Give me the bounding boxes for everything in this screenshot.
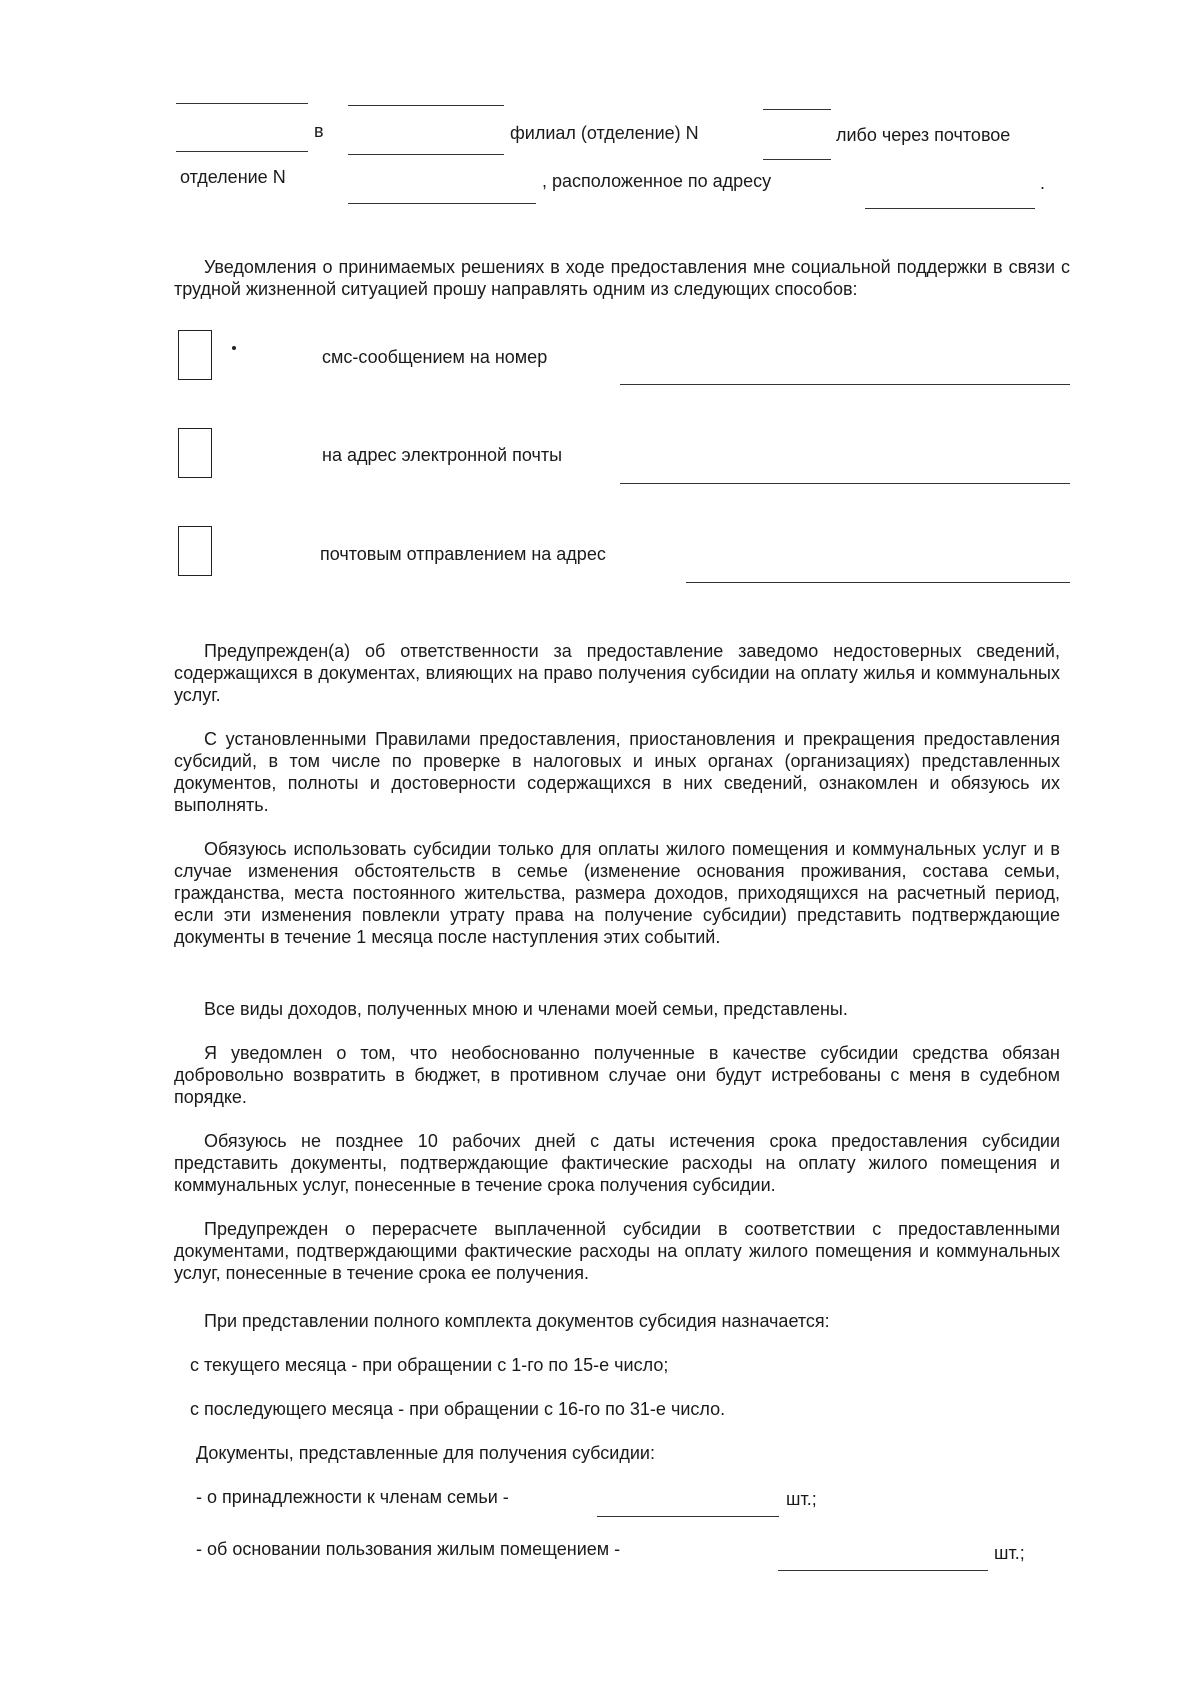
rules-paragraph: С установленными Правилами предоставления, приостановления и прекращения предоставления субсидий, в том числе по проверке в налоговых и иных органах (организациях) представленных документов, полноты и достоверности содержащихся в них сведений, ознакомлен и обязуюсь их выполнять. [174,729,1060,815]
sms-number-line[interactable] [620,384,1070,385]
email-address-line[interactable] [620,483,1070,484]
post-checkbox[interactable] [178,526,212,576]
documents-family-count-line[interactable] [597,1516,779,1517]
header-or-post: либо через почтовое [836,125,1011,145]
obligation-paragraph: Обязуюсь использовать субсидии только для оплаты жилого помещения и коммунальных услуг и в случае изменения обстоятельств в семье (изменение основания проживания, состава семьи, гражданства, места постоянного жительства, размера доходов, приходящихся на расчетный период, если эти изменения повлекли утрату права на получение субсидии) представить подтверждающие документы в течение 1 месяца после наступления этих событий. [174,839,1060,947]
notifications-intro: Уведомления о принимаемых решениях в ходе предоставления мне социальной поддержки в связи с трудной жизненной ситуацией прошу направлять одним из следующих способов: [174,257,1070,299]
email-checkbox[interactable] [178,428,212,478]
refund-paragraph: Я уведомлен о том, что необоснованно полученные в качестве субсидии средства обязан добровольно возвратить в бюджет, в противном случае они будут истребованы с меня в судебном порядке. [174,1043,1060,1107]
assignment-intro: При представлении полного комплекта документов субсидия назначается: [204,1311,830,1331]
assignment-current-month: с текущего месяца - при обращении с 1-го по 15-е число; [190,1355,669,1375]
blank-line[interactable] [176,151,308,152]
blank-line[interactable] [348,154,504,155]
liability-paragraph: Предупрежден(а) об ответственности за предоставление заведомо недостоверных сведений, содержащихся в документах, влияющих на право получения субсидии на оплату жилья и коммунальных услуг. [174,641,1060,705]
documents-housing-unit: шт.; [994,1543,1025,1563]
income-paragraph: Все виды доходов, полученных мною и членами моей семьи, представлены. [204,999,848,1019]
header-v: в [314,121,324,141]
header-address: , расположенное по адресу [542,171,772,191]
blank-line[interactable] [763,109,831,110]
documents-housing-count-line[interactable] [778,1570,988,1571]
header-branch: филиал (отделение) N [510,123,699,143]
blank-line[interactable] [176,103,308,104]
blank-line[interactable] [348,203,536,204]
post-option-label: почтовым отправлением на адрес [320,544,606,564]
sms-option-label: смс-сообщением на номер [322,347,548,367]
email-option-label: на адрес электронной почты [322,445,563,465]
post-address-line[interactable] [686,582,1070,583]
assignment-next-month: с последующего месяца - при обращении с 16-го по 31-е число. [190,1399,726,1419]
blank-line[interactable] [763,159,831,160]
documents-family-unit: шт.; [786,1489,817,1509]
recalculation-paragraph: Предупрежден о перерасчете выплаченной субсидии в соответствии с предоставленными документами, подтверждающими фактические расходы на оплату жилого помещения и коммунальных услуг, понесенные в течение срока ее получения. [174,1219,1060,1283]
documents-deadline-paragraph: Обязуюсь не позднее 10 рабочих дней с даты истечения срока предоставления субсидии представить документы, подтверждающие фактические расходы на оплату жилого помещения и коммунальных услуг, понесенные в течение срока получения субсидии. [174,1131,1060,1195]
blank-line[interactable] [865,208,1035,209]
stray-dot [232,346,236,350]
blank-line[interactable] [348,105,504,106]
header-post-office: отделение N [180,167,286,187]
header-period: . [1040,173,1046,193]
documents-family-label: - о принадлежности к членам семьи - [196,1487,509,1507]
documents-title: Документы, представленные для получения субсидии: [196,1443,655,1463]
sms-checkbox[interactable] [178,330,212,380]
documents-housing-label: - об основании пользования жилым помещением - [196,1539,621,1559]
